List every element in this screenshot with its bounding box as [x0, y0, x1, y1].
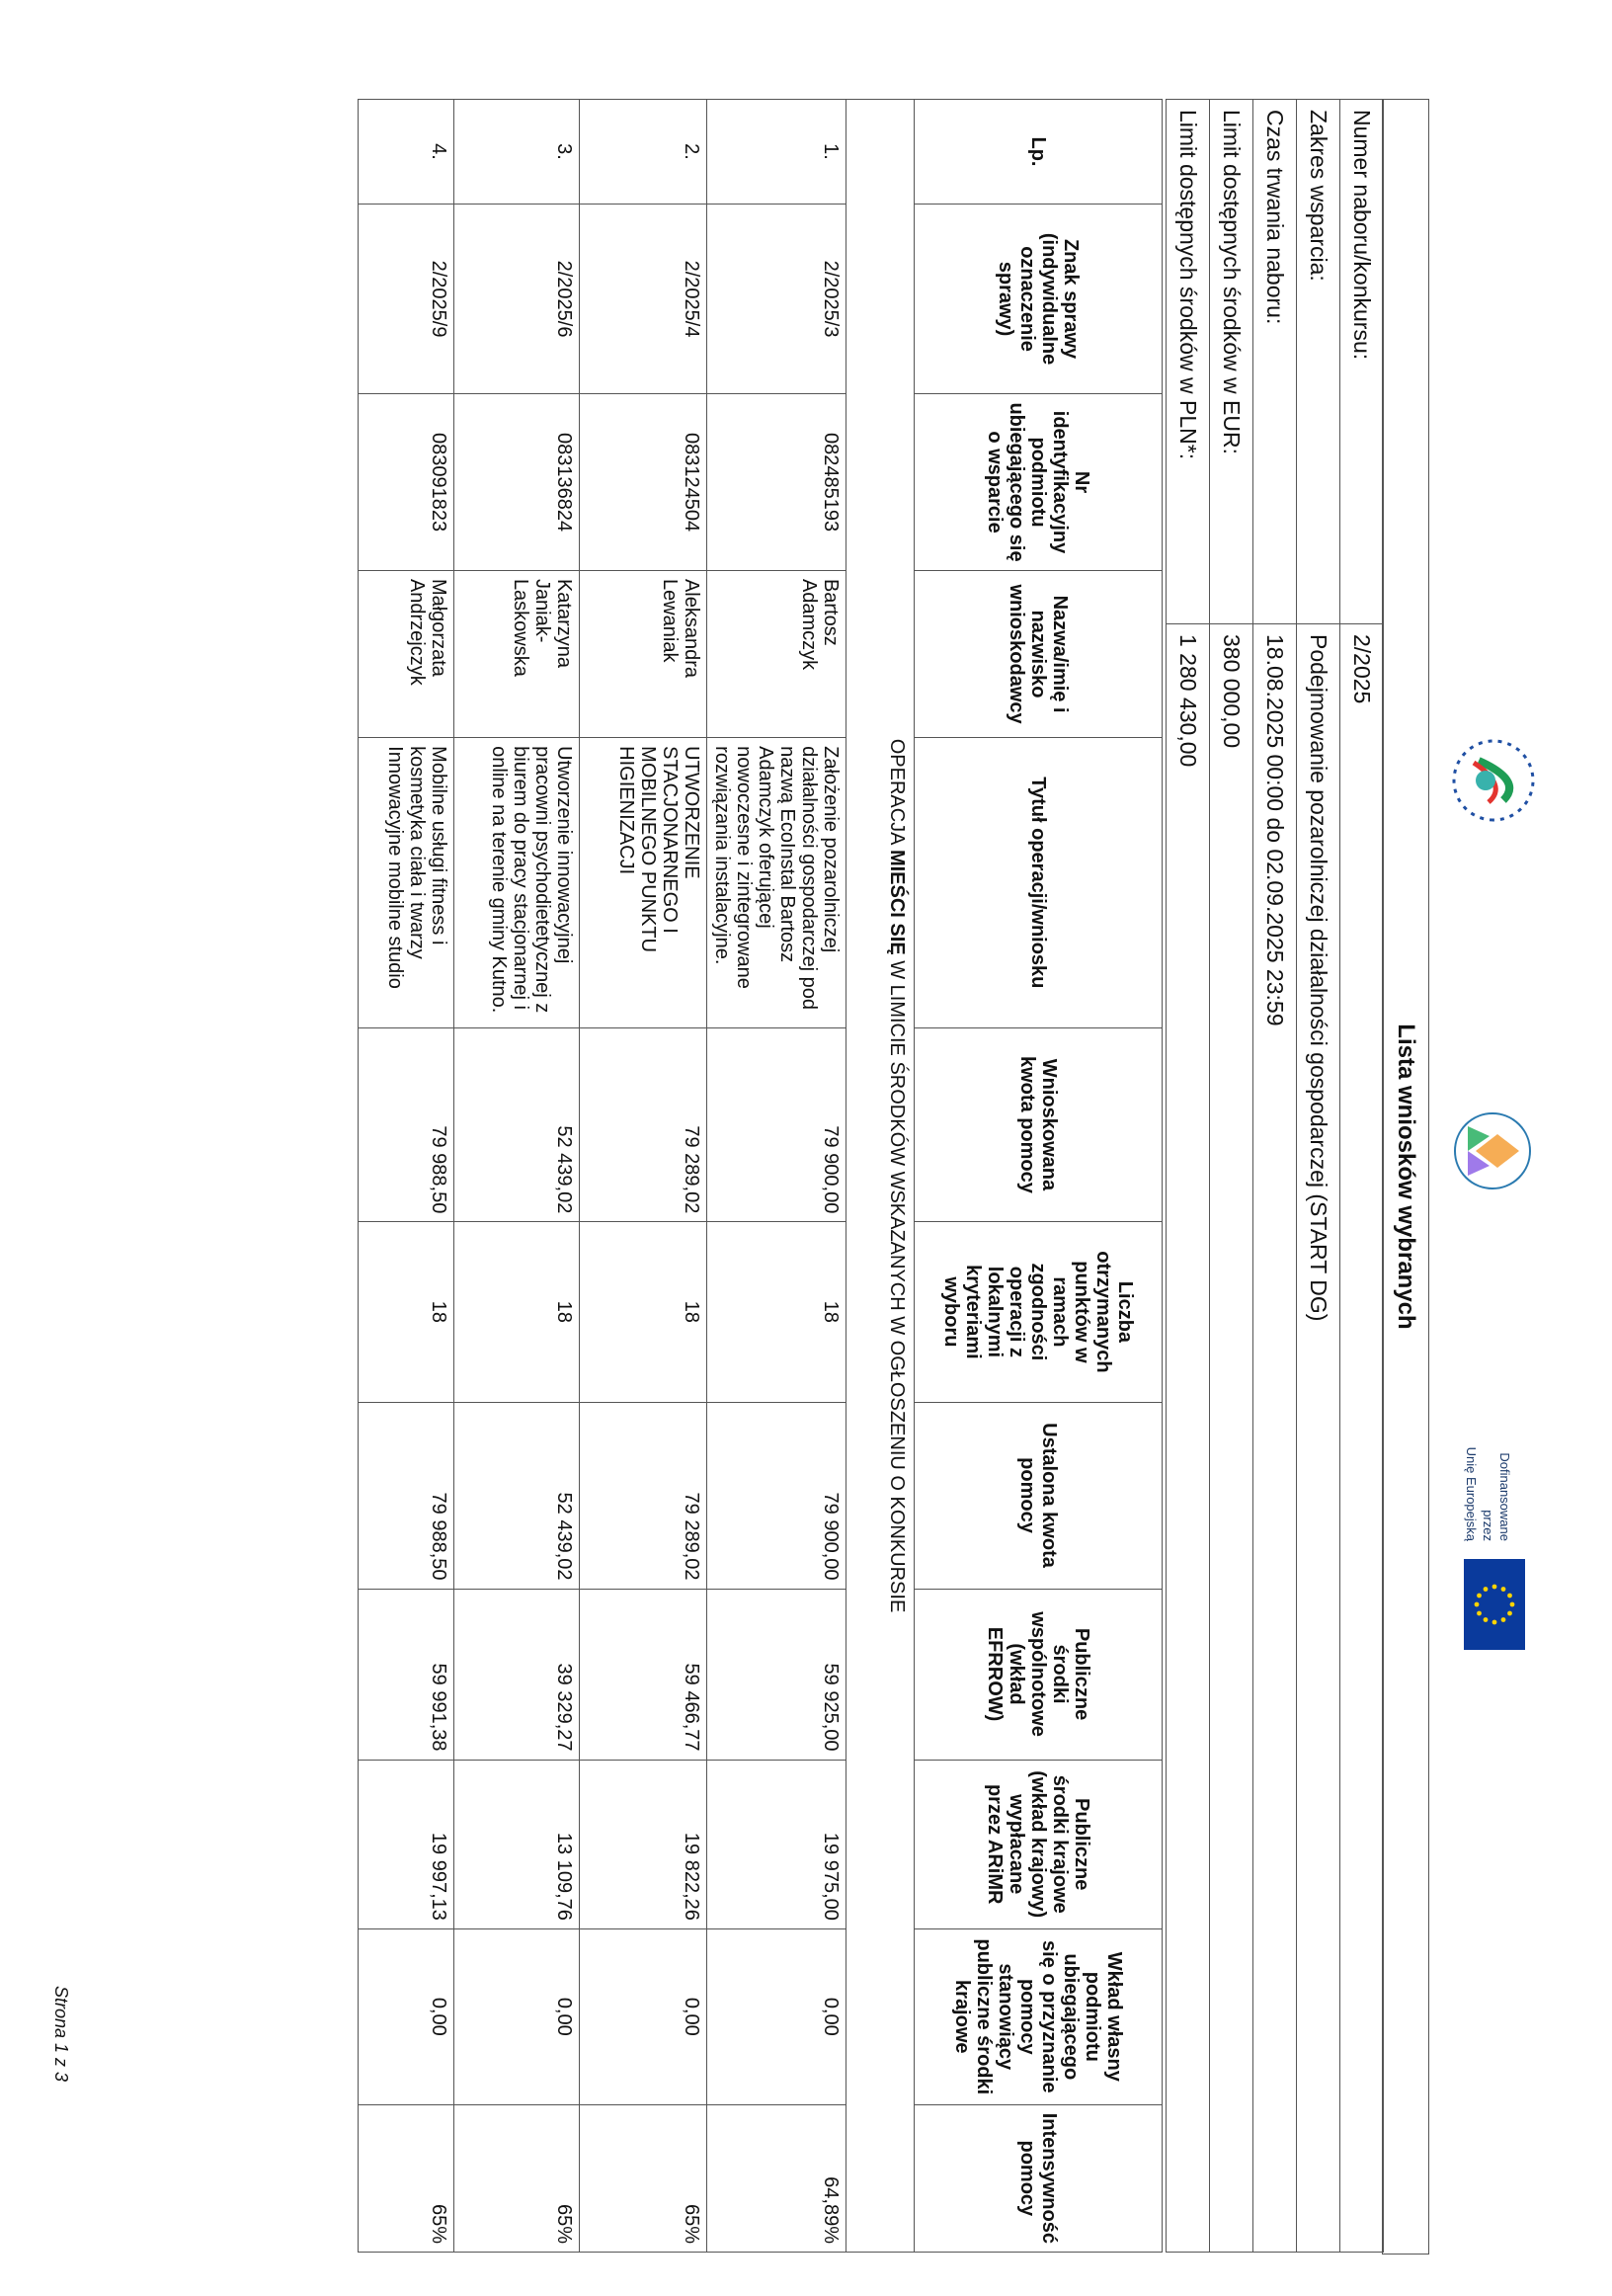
eu-line2: Unię Europejską	[1464, 1446, 1479, 1541]
cell-lp: 2.	[580, 100, 707, 205]
info-key: Czas trwania naboru:	[1253, 100, 1297, 624]
cell-efrrow: 59 925,00	[707, 1589, 846, 1760]
cell-znak: 2/2025/6	[454, 204, 580, 393]
info-row	[1210, 100, 1253, 2253]
cell-nazwa: Katarzyna Janiak-Laskowska	[454, 570, 580, 737]
col-header-znak: Znak sprawy (indywidualne oznaczenie sprawy)	[915, 204, 1163, 393]
cell-nazwa: Małgorzata Andrzejczyk	[359, 570, 454, 737]
banner-pre: OPERACJA	[886, 738, 908, 850]
cell-znak: 2/2025/9	[359, 204, 454, 393]
info-key: Zakres wsparcia:	[1297, 100, 1340, 624]
col-header-nr: Nr identyfikacyjny podmiotu ubiegającego się o wsparcie	[915, 394, 1163, 571]
eu-funding-text	[1463, 1423, 1513, 1541]
col-header-efrrow: Publiczne środki wspólnotowe (wkład EFRROW)	[915, 1589, 1163, 1760]
cell-krajowe: 13 109,76	[454, 1760, 580, 1928]
info-key: Limit dostępnych środków w EUR:	[1210, 100, 1253, 624]
eu-line1: Dofinansowane przez	[1481, 1452, 1512, 1541]
cell-znak: 2/2025/3	[707, 204, 846, 393]
cell-nr: 082485193	[707, 394, 846, 571]
cell-efrrow: 59 991,38	[359, 1589, 454, 1760]
cell-nr: 083091823	[359, 394, 454, 571]
page-number: Strona 1 z 3	[51, 1986, 71, 2083]
eu-flag-icon	[1464, 1559, 1525, 1650]
cell-intensywnosc: 65%	[359, 2104, 454, 2252]
table-header-row	[915, 100, 1163, 2253]
cell-tytul: Założenie pozarolniczej działalności gospodarczej pod nazwą EcoInstal Bartosz Adamczyk oferującej nowoczesne i zintegrowane rozwiązania instalacyjne.	[707, 738, 846, 1027]
col-header-ustalona: Ustalona kwota pomocy	[915, 1402, 1163, 1589]
table-row	[580, 100, 707, 2253]
applications-table	[358, 99, 1163, 2253]
cell-efrrow: 59 466,77	[580, 1589, 707, 1760]
cell-punkty: 18	[580, 1222, 707, 1402]
cell-wklad: 0,00	[454, 1928, 580, 2104]
cell-znak: 2/2025/4	[580, 204, 707, 393]
info-row	[1297, 100, 1340, 2253]
cell-krajowe: 19 975,00	[707, 1760, 846, 1928]
col-header-punkty: Liczba otrzymanych punktów w ramach zgodności operacji z lokalnymi kryteriami wyboru	[915, 1222, 1163, 1402]
info-value: Podejmowanie pozarolniczej działalności gospodarczej (START DG)	[1297, 624, 1340, 2253]
lgd-logo-icon	[1444, 731, 1543, 830]
cell-wklad: 0,00	[580, 1928, 707, 2104]
cell-tytul: UTWORZENIE STACJONARNEGO I MOBILNEGO PUNKTU HIGIENIZACJI	[580, 738, 707, 1027]
cell-ustalona: 79 900,00	[707, 1402, 846, 1589]
cell-punkty: 18	[454, 1222, 580, 1402]
cell-krajowe: 19 822,26	[580, 1760, 707, 1928]
info-key: Limit dostępnych środków w PLN*:	[1167, 100, 1210, 624]
cell-punkty: 18	[359, 1222, 454, 1402]
cell-efrrow: 39 329,27	[454, 1589, 580, 1760]
table-row	[707, 100, 846, 2253]
col-header-nazwa: Nazwa/imię i nazwisko wnioskodawcy	[915, 570, 1163, 737]
stowarzyszenie-logo-icon	[1448, 1107, 1537, 1195]
cell-wnioskowana: 52 439,02	[454, 1027, 580, 1222]
cell-wklad: 0,00	[359, 1928, 454, 2104]
col-header-krajowe: Publiczne środki krajowe (wkład krajowy) wypłacane przez ARiMR	[915, 1760, 1163, 1928]
info-value: 380 000,00	[1210, 624, 1253, 2253]
table-row	[454, 100, 580, 2253]
info-row	[1167, 100, 1210, 2253]
cell-punkty: 18	[707, 1222, 846, 1402]
info-row	[1253, 100, 1297, 2253]
page-title: Lista wniosków wybranych	[1382, 99, 1429, 2255]
banner-post: W LIMICIE ŚRODKÓW WSKAZANYCH W OGŁOSZENIU O KONKURSIE	[886, 954, 908, 1613]
operation-banner-row	[846, 100, 915, 2253]
cell-lp: 1.	[707, 100, 846, 205]
cell-lp: 4.	[359, 100, 454, 205]
cell-wnioskowana: 79 988,50	[359, 1027, 454, 1222]
logos-header	[1434, 731, 1543, 2015]
cell-nazwa: Bartosz Adamczyk	[707, 570, 846, 737]
info-value: 2/2025	[1340, 624, 1384, 2253]
cell-tytul: Mobilne usługi fitness i kosmetyka ciała i twarzy Innowacyjne mobilne studio	[359, 738, 454, 1027]
cell-intensywnosc: 64,89%	[707, 2104, 846, 2252]
col-header-lp: Lp.	[915, 100, 1163, 205]
cell-wnioskowana: 79 900,00	[707, 1027, 846, 1222]
cell-wklad: 0,00	[707, 1928, 846, 2104]
col-header-wnioskowana: Wnioskowana kwota pomocy	[915, 1027, 1163, 1222]
cell-nazwa: Aleksandra Lewaniak	[580, 570, 707, 737]
info-value: 18.08.2025 00:00 do 02.09.2025 23:59	[1253, 624, 1297, 2253]
col-header-intensywnosc: Intensywność pomocy	[915, 2104, 1163, 2252]
cell-ustalona: 79 289,02	[580, 1402, 707, 1589]
call-info-table	[1166, 99, 1384, 2253]
cell-nr: 083124504	[580, 394, 707, 571]
cell-nr: 083136824	[454, 394, 580, 571]
col-header-tytul: Tytuł operacji/wniosku	[915, 738, 1163, 1027]
info-row	[1340, 100, 1384, 2253]
cell-krajowe: 19 997,13	[359, 1760, 454, 1928]
cell-tytul: Utworzenie innowacyjnej pracowni psychodietetycznej z biurem do pracy stacjonarnej i online na terenie gminy Kutno.	[454, 738, 580, 1027]
cell-intensywnosc: 65%	[580, 2104, 707, 2252]
operation-banner	[846, 100, 915, 2253]
cell-lp: 3.	[454, 100, 580, 205]
banner-bold: MIEŚCI SIĘ	[886, 849, 908, 955]
col-header-wklad: Wkład własny podmiotu ubiegającego się o przyznanie pomocy stanowiący publiczne środki krajowe	[915, 1928, 1163, 2104]
table-row	[359, 100, 454, 2253]
info-key: Numer naboru/konkursu:	[1340, 100, 1384, 624]
cell-intensywnosc: 65%	[454, 2104, 580, 2252]
cell-ustalona: 52 439,02	[454, 1402, 580, 1589]
cell-wnioskowana: 79 289,02	[580, 1027, 707, 1222]
info-value: 1 280 430,00	[1167, 624, 1210, 2253]
cell-ustalona: 79 988,50	[359, 1402, 454, 1589]
